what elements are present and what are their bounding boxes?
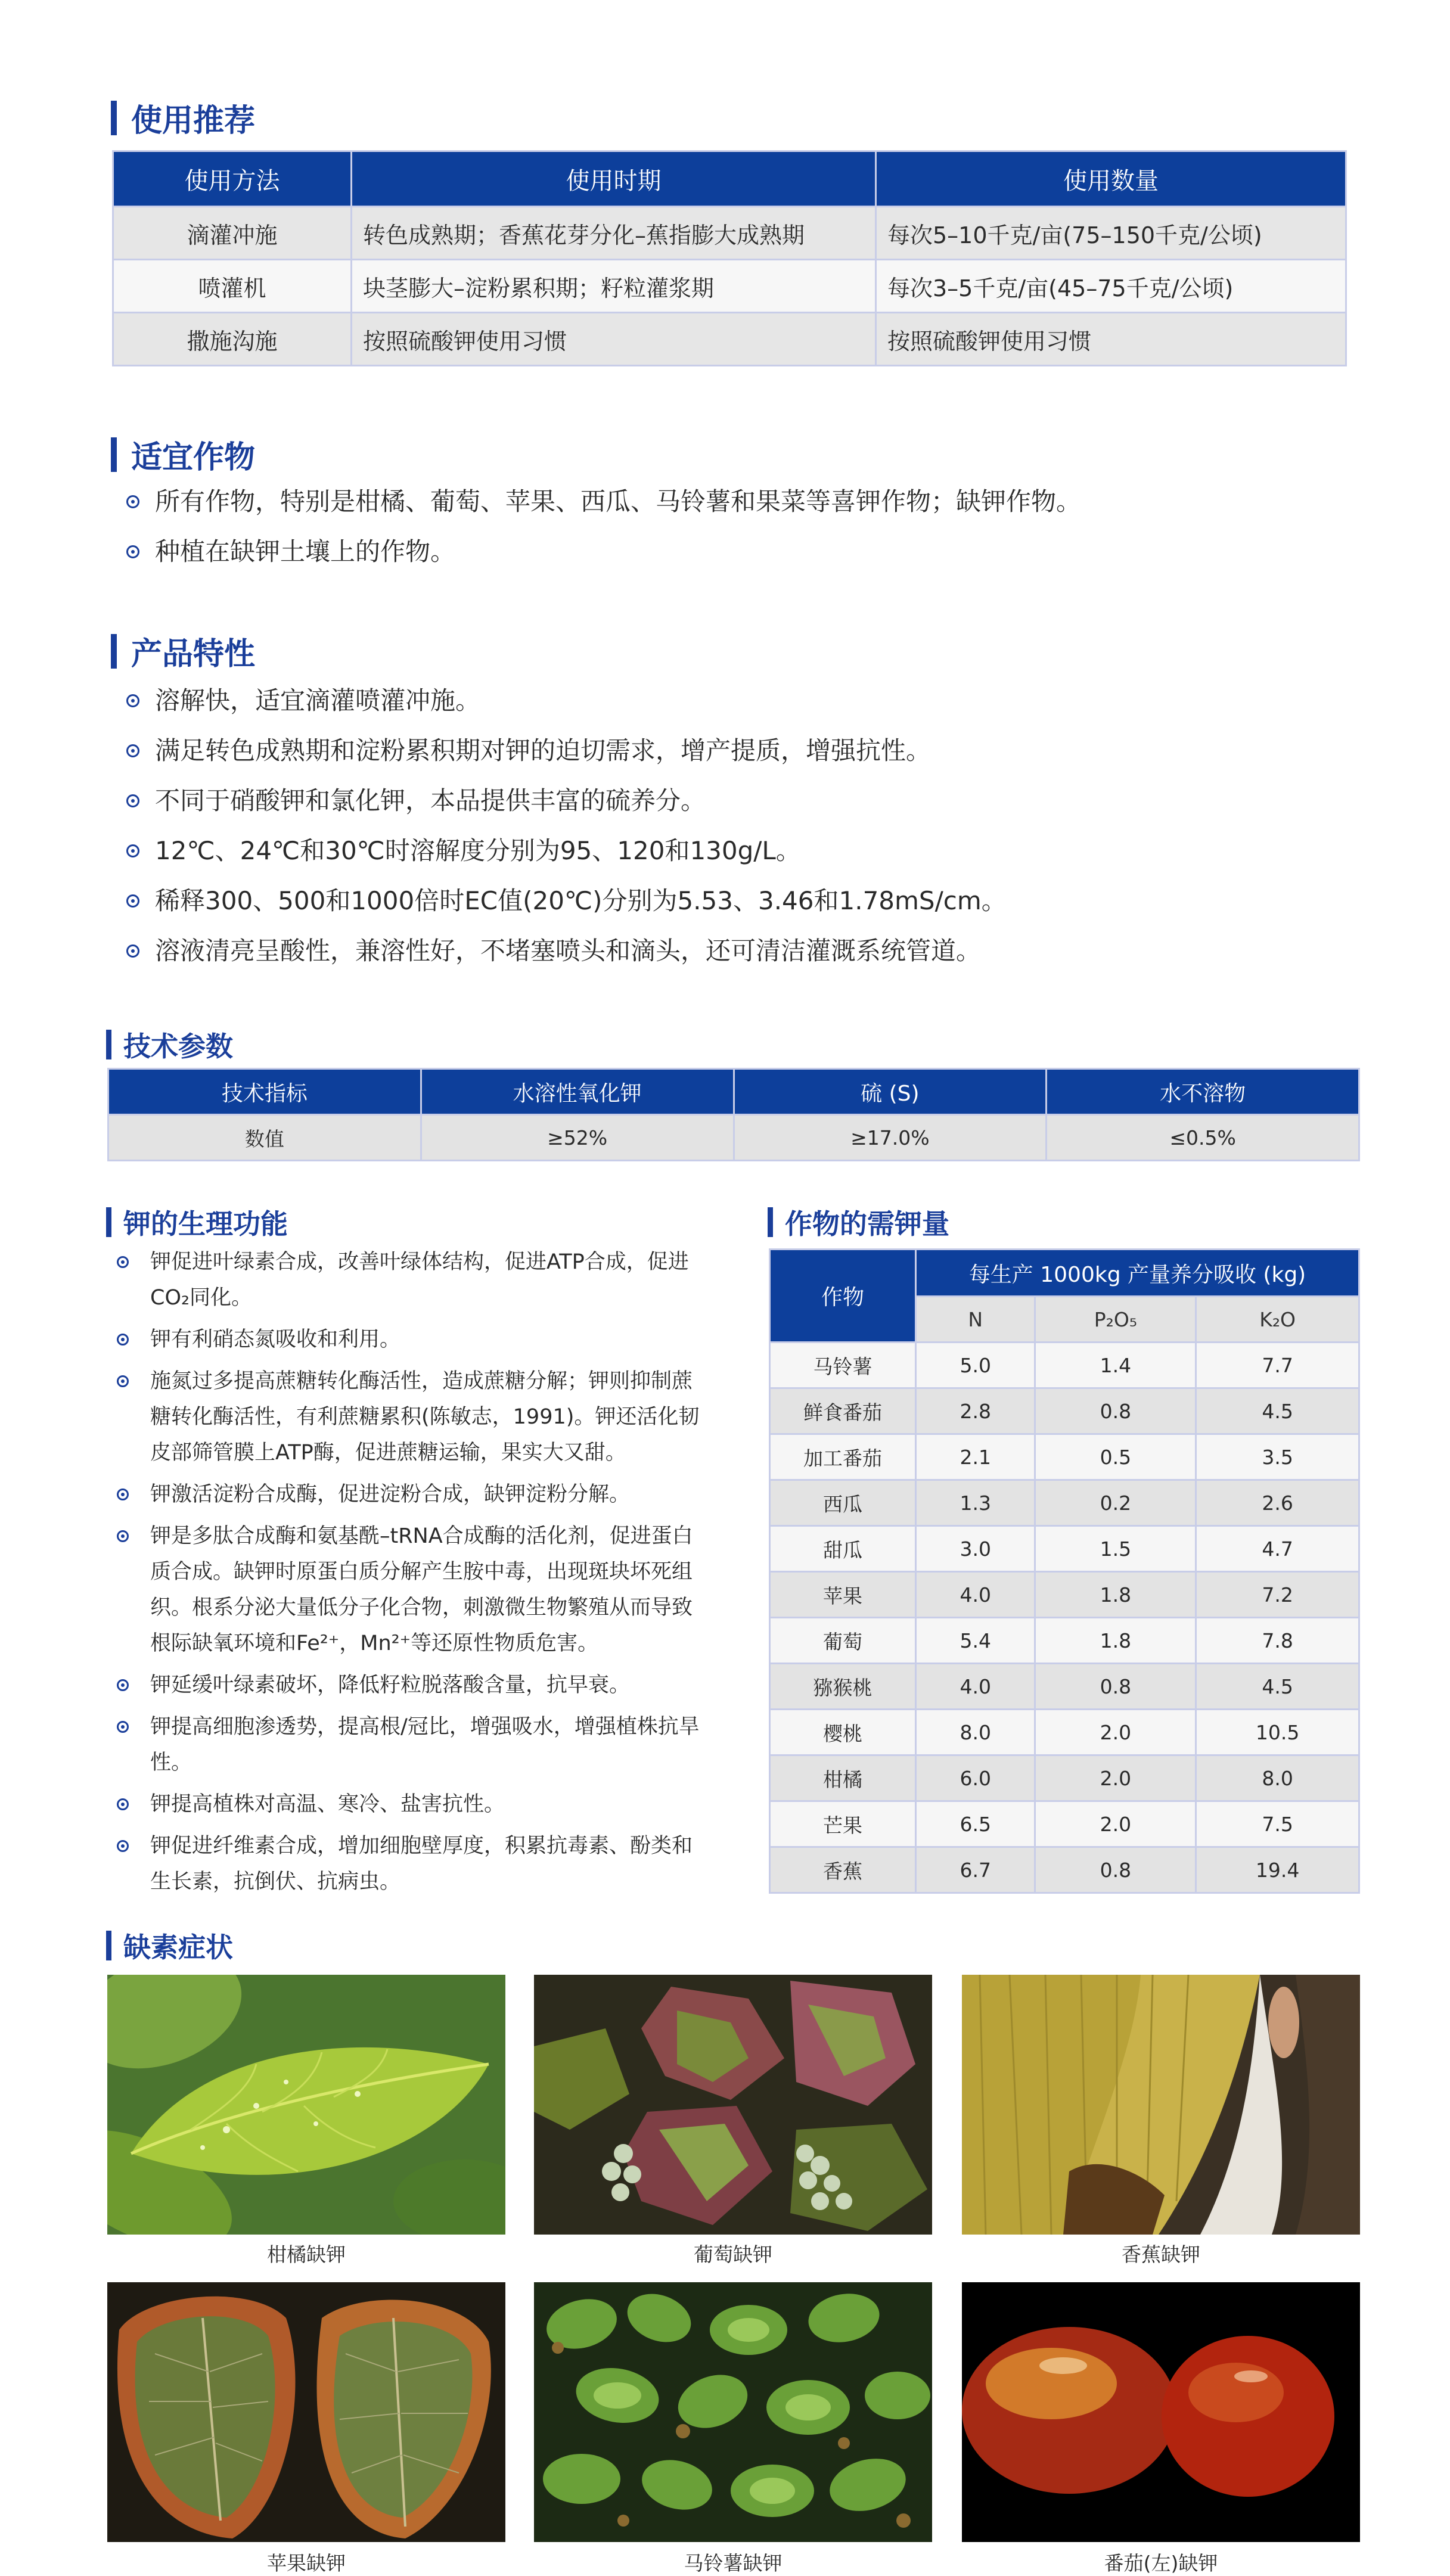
demand-title-text: 作物的需钾量 [785,1208,949,1240]
features-section-title [111,629,255,673]
demand-subheader: N [916,1297,1035,1343]
demand-body [770,1343,1359,1893]
crop-name-cell: 柑橘 [770,1755,916,1801]
bullet-icon [117,1489,129,1500]
value-cell: 4.5 [1196,1664,1359,1710]
title-bar [111,101,117,135]
list-item [117,1363,701,1471]
list-item [117,1667,701,1703]
table-row [770,1664,1359,1710]
list-item [117,1709,701,1780]
list-item [126,926,1007,976]
tech-table [107,1068,1360,1161]
demand-header-group: 每生产 1000kg 产量养分吸收 (kg) [916,1250,1359,1297]
value-cell: 0.8 [1035,1388,1196,1434]
photo-caption: 马铃薯缺钾 [684,2552,783,2575]
value-cell: 5.4 [916,1618,1035,1664]
value-cell: 7.7 [1196,1343,1359,1388]
value-cell: 6.0 [916,1755,1035,1801]
citrus-potassium-deficiency-photo [107,1975,505,2235]
tech-section-title [106,1025,233,1064]
value-cell: 3.5 [1196,1434,1359,1480]
value-cell: 2.6 [1196,1480,1359,1526]
value-cell: 1.8 [1035,1572,1196,1618]
value-cell: 7.5 [1196,1801,1359,1847]
value-cell: 0.8 [1035,1847,1196,1893]
title-bar [106,1207,111,1237]
bullet-icon [117,1798,129,1810]
crop-name-cell: 樱桃 [770,1710,916,1755]
crop-name-cell: 马铃薯 [770,1343,916,1388]
value-cell: 1.4 [1035,1343,1196,1388]
value-cell: 4.5 [1196,1388,1359,1434]
value-cell: 2.8 [916,1388,1035,1434]
table-row [770,1434,1359,1480]
list-item-text: 溶液清亮呈酸性，兼溶性好，不堵塞喷头和滴头，还可清洁灌溉系统管道。 [155,936,982,965]
value-cell: 5.0 [916,1343,1035,1388]
value-cell: 2.0 [1035,1710,1196,1755]
title-bar [768,1207,773,1237]
bullet-icon [126,844,139,857]
crops-section-title [111,432,255,477]
value-cell: 4.0 [916,1664,1035,1710]
table-cell: 滴灌冲施 [113,207,352,260]
crop-name-cell: 加工番茄 [770,1434,916,1480]
table-cell: 每次5–10千克/亩(75–150千克/公顷) [876,207,1346,260]
value-cell: 4.7 [1196,1526,1359,1572]
table-row [770,1480,1359,1526]
value-cell: 0.2 [1035,1480,1196,1526]
table-row [113,313,1346,366]
value-cell: 2.0 [1035,1755,1196,1801]
table-cell: 转色成熟期；香蕉花芽分化–蕉指膨大成熟期 [352,207,876,260]
list-item-text: 钾提高细胞渗透势，提高根/冠比，增强吸水，增强植株抗旱性。 [150,1715,700,1775]
table-cell: 块茎膨大–淀粉累积期；籽粒灌浆期 [352,260,876,313]
title-bar [111,634,117,669]
table-row [770,1343,1359,1388]
list-item-text: 12℃、24℃和30℃时溶解度分别为95、120和130g/L。 [155,836,801,865]
bullet-icon [126,545,139,558]
bullet-icon [117,1530,129,1542]
bullet-icon [126,794,139,807]
value-cell: 8.0 [1196,1755,1359,1801]
crop-name-cell: 甜瓜 [770,1526,916,1572]
list-item-text: 钾促进叶绿素合成，改善叶绿体结构，促进ATP合成，促进CO₂同化。 [150,1250,689,1310]
crop-name-cell: 苹果 [770,1572,916,1618]
demand-subheader: P₂O₅ [1035,1297,1196,1343]
usage-section-title [111,95,255,140]
list-item [117,1828,701,1900]
photo-caption: 柑橘缺钾 [267,2243,346,2266]
tech-header: 水不溶物 [1047,1069,1359,1115]
title-bar [111,437,117,472]
bullet-icon [126,694,139,707]
tech-header: 技术指标 [108,1069,421,1115]
value-cell: 0.8 [1035,1664,1196,1710]
title-bar [106,1931,111,1960]
symptoms-section-title [106,1926,233,1965]
symptoms-title-text: 缺素症状 [123,1931,233,1963]
bullet-icon [126,944,139,958]
value-cell: 0.5 [1035,1434,1196,1480]
crop-name-cell: 鲜食番茄 [770,1388,916,1434]
value-cell: 7.2 [1196,1572,1359,1618]
table-cell: 按照硫酸钾使用习惯 [876,313,1346,366]
table-row [770,1755,1359,1801]
tech-title-text: 技术参数 [123,1030,233,1062]
bullet-icon [126,744,139,757]
crop-name-cell: 西瓜 [770,1480,916,1526]
list-item [126,676,1007,726]
list-item-text: 不同于硝酸钾和氯化钾，本品提供丰富的硫养分。 [155,786,706,815]
usage-header-amount: 使用数量 [876,151,1346,207]
list-item [117,1244,701,1316]
photo-caption: 葡萄缺钾 [694,2243,772,2266]
list-item [126,876,1007,926]
physio-list [117,1244,701,1906]
demand-header-crop: 作物 [770,1250,916,1343]
list-item [126,776,1007,826]
banana-potassium-deficiency-photo [962,1975,1360,2235]
tech-header: 硫 (S) [734,1069,1047,1115]
list-item-text: 满足转色成熟期和淀粉累积期对钾的迫切需求，增产提质，增强抗性。 [155,736,932,765]
potato-potassium-deficiency-photo [534,2282,932,2542]
list-item-text: 钾提高植株对高温、寒冷、盐害抗性。 [150,1792,505,1816]
list-item-text: 稀释300、500和1000倍时EC值(20℃)分别为5.53、3.46和1.78mS/cm。 [155,886,1007,915]
bullet-icon [117,1334,129,1346]
value-cell: 1.8 [1035,1618,1196,1664]
list-item [117,1518,701,1661]
value-cell: 3.0 [916,1526,1035,1572]
list-item-text: 所有作物，特别是柑橘、葡萄、苹果、西瓜、马铃薯和果菜等喜钾作物；缺钾作物。 [155,487,1082,516]
tomato-potassium-deficiency-photo [962,2282,1360,2542]
grape-potassium-deficiency-photo [534,1975,932,2235]
value-cell: 6.5 [916,1801,1035,1847]
list-item-text: 钾延缓叶绿素破坏，降低籽粒脱落酸含量，抗早衰。 [150,1673,631,1697]
table-cell: 喷灌机 [113,260,352,313]
table-row [770,1618,1359,1664]
usage-header-method: 使用方法 [113,151,352,207]
table-row [770,1526,1359,1572]
crop-name-cell: 芒果 [770,1801,916,1847]
table-row [113,207,1346,260]
list-item-text: 钾有利硝态氮吸收和利用。 [150,1328,401,1351]
demand-section-title [768,1202,949,1242]
value-cell: 1.5 [1035,1526,1196,1572]
table-row [770,1572,1359,1618]
usage-header-period: 使用时期 [352,151,876,207]
bullet-icon [117,1840,129,1852]
list-item-text: 钾激活淀粉合成酶，促进淀粉合成，缺钾淀粉分解。 [150,1483,631,1506]
table-cell: 每次3–5千克/亩(45–75千克/公顷) [876,260,1346,313]
crop-name-cell: 葡萄 [770,1618,916,1664]
crops-list [126,477,1081,577]
table-row [770,1847,1359,1893]
photo-caption: 香蕉缺钾 [1122,2243,1200,2266]
value-cell: 4.0 [916,1572,1035,1618]
apple-potassium-deficiency-photo [107,2282,505,2542]
list-item-text: 种植在缺钾土壤上的作物。 [155,537,456,566]
value-cell: 19.4 [1196,1847,1359,1893]
table-cell: ≥52% [421,1115,734,1161]
list-item [126,726,1007,776]
value-cell: 2.0 [1035,1801,1196,1847]
bullet-icon [126,894,139,908]
table-row [770,1388,1359,1434]
bullet-icon [117,1375,129,1387]
features-list [126,676,1007,976]
demand-table [769,1248,1360,1894]
list-item-text: 溶解快，适宜滴灌喷灌冲施。 [155,686,481,715]
usage-table [112,150,1347,366]
table-cell: ≤0.5% [1047,1115,1359,1161]
demand-subheader: K₂O [1196,1297,1359,1343]
table-cell: ≥17.0% [734,1115,1047,1161]
table-row [108,1115,1359,1161]
bullet-icon [126,495,139,508]
list-item [126,477,1081,527]
table-cell: 撒施沟施 [113,313,352,366]
photo-caption: 苹果缺钾 [267,2552,346,2575]
list-item-text: 施氮过多提高蔗糖转化酶活性，造成蔗糖分解；钾则抑制蔗糖转化酶活性，有利蔗糖累积(陈敏志，1991)。钾还活化韧皮部筛管膜上ATP酶，促进蔗糖运输，果实大又甜。 [150,1369,700,1465]
value-cell: 1.3 [916,1480,1035,1526]
value-cell: 7.8 [1196,1618,1359,1664]
physio-title-text: 钾的生理功能 [123,1208,288,1240]
list-item [117,1322,701,1357]
title-bar [106,1030,111,1059]
value-cell: 8.0 [916,1710,1035,1755]
list-item [117,1786,701,1822]
crops-title-text: 适宜作物 [131,440,256,476]
list-item [117,1477,701,1512]
features-title-text: 产品特性 [131,636,256,672]
list-item-text: 钾是多肽合成酶和氨基酰–tRNA合成酶的活化剂，促进蛋白质合成。缺钾时原蛋白质分解产生胺中毒，出现斑块坏死组织。根系分泌大量低分子化合物，刺激微生物繁殖从而导致根际缺氧环境和Fe²⁺，Mn²⁺等还原性物质危害。 [150,1524,693,1655]
usage-title-text: 使用推荐 [131,103,256,139]
bullet-icon [117,1256,129,1268]
crop-name-cell: 香蕉 [770,1847,916,1893]
bullet-icon [117,1721,129,1733]
value-cell: 10.5 [1196,1710,1359,1755]
table-cell: 按照硫酸钾使用习惯 [352,313,876,366]
table-row [113,260,1346,313]
table-row [770,1801,1359,1847]
list-item-text: 钾促进纤维素合成，增加细胞壁厚度，积累抗毒素、酚类和生长素，抗倒伏、抗病虫。 [150,1834,693,1894]
physio-section-title [106,1202,288,1242]
table-cell: 数值 [108,1115,421,1161]
tech-header: 水溶性氧化钾 [421,1069,734,1115]
value-cell: 2.1 [916,1434,1035,1480]
list-item [126,826,1007,876]
value-cell: 6.7 [916,1847,1035,1893]
bullet-icon [117,1679,129,1691]
photo-caption: 番茄(左)缺钾 [1104,2552,1218,2575]
list-item [126,527,1081,577]
table-row [770,1710,1359,1755]
crop-name-cell: 猕猴桃 [770,1664,916,1710]
